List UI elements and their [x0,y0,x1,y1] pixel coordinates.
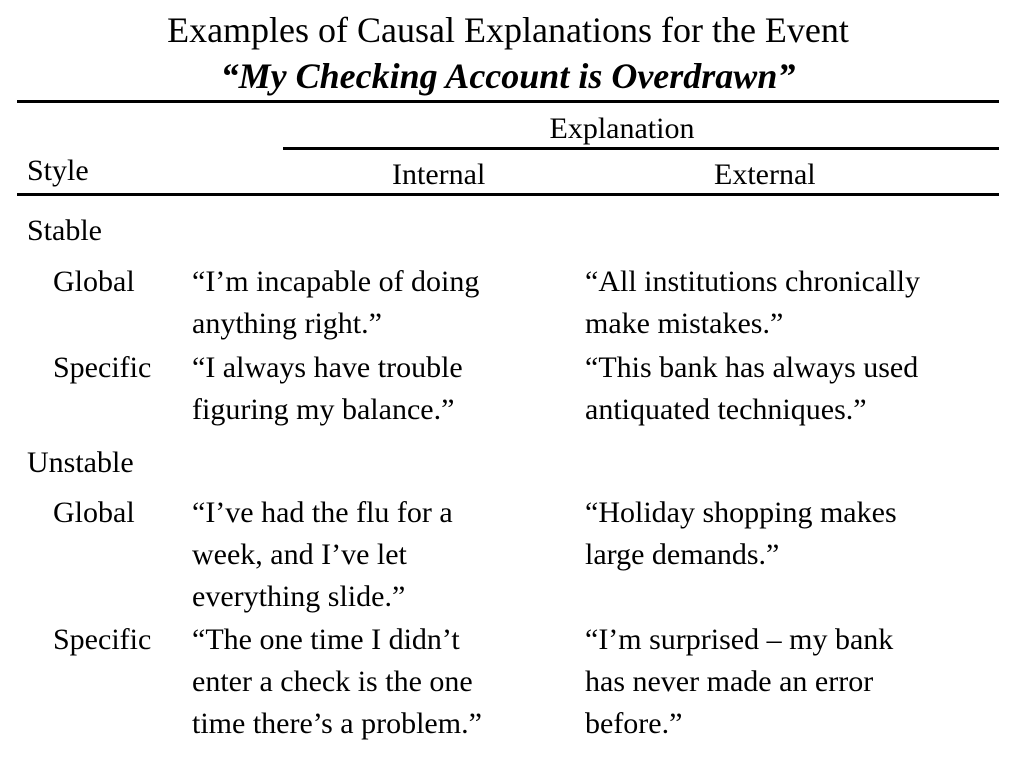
cell-line: before.” [585,707,683,740]
cell-unstable-global-internal [192,492,453,618]
cell-line: “I’ve had the flu for a [192,496,453,529]
cell-stable-global-external [585,261,920,345]
cell-line: figuring my balance.” [192,393,455,426]
slide-title: Examples of Causal Explanations for the Event [167,10,849,50]
style-column-header: Style [27,154,89,187]
cell-line: “Holiday shopping makes [585,496,897,529]
group-label-unstable: Unstable [27,446,134,479]
cell-stable-global-internal [192,261,479,345]
cell-unstable-global-external [585,492,897,576]
cell-line: “I always have trouble [192,351,463,384]
row-label-stable-specific: Specific [53,351,152,384]
explanation-column-group-header: Explanation [549,112,695,145]
cell-line: has never made an error [585,665,874,698]
cell-line: “This bank has always used [585,351,919,384]
external-column-header: External [714,158,816,191]
cell-line: large demands.” [585,538,780,571]
cell-unstable-specific-internal [192,619,482,745]
cell-line: “I’m surprised – my bank [585,623,894,656]
cell-line: time there’s a problem.” [192,707,482,740]
row-label-unstable-global: Global [53,496,135,529]
cell-unstable-specific-external [585,619,893,745]
internal-column-header: Internal [392,158,486,191]
cell-line: antiquated techniques.” [585,393,867,426]
cell-line: everything slide.” [192,580,406,613]
cell-stable-specific-external [585,347,918,431]
cell-line: “I’m incapable of doing [192,265,480,298]
header-bottom-rule [17,193,999,196]
group-label-stable: Stable [27,214,102,247]
cell-line: week, and I’ve let [192,538,407,571]
row-label-unstable-specific: Specific [53,623,152,656]
row-label-stable-global: Global [53,265,135,298]
slide-subtitle: “My Checking Account is Overdrawn” [220,56,796,96]
table-top-rule [17,100,999,103]
cell-stable-specific-internal [192,347,463,431]
cell-line: “The one time I didn’t [192,623,460,656]
cell-line: anything right.” [192,307,382,340]
cell-line: “All institutions chronically [585,265,920,298]
cell-line: make mistakes.” [585,307,784,340]
cell-line: enter a check is the one [192,665,473,698]
explanation-underline-rule [283,147,999,150]
